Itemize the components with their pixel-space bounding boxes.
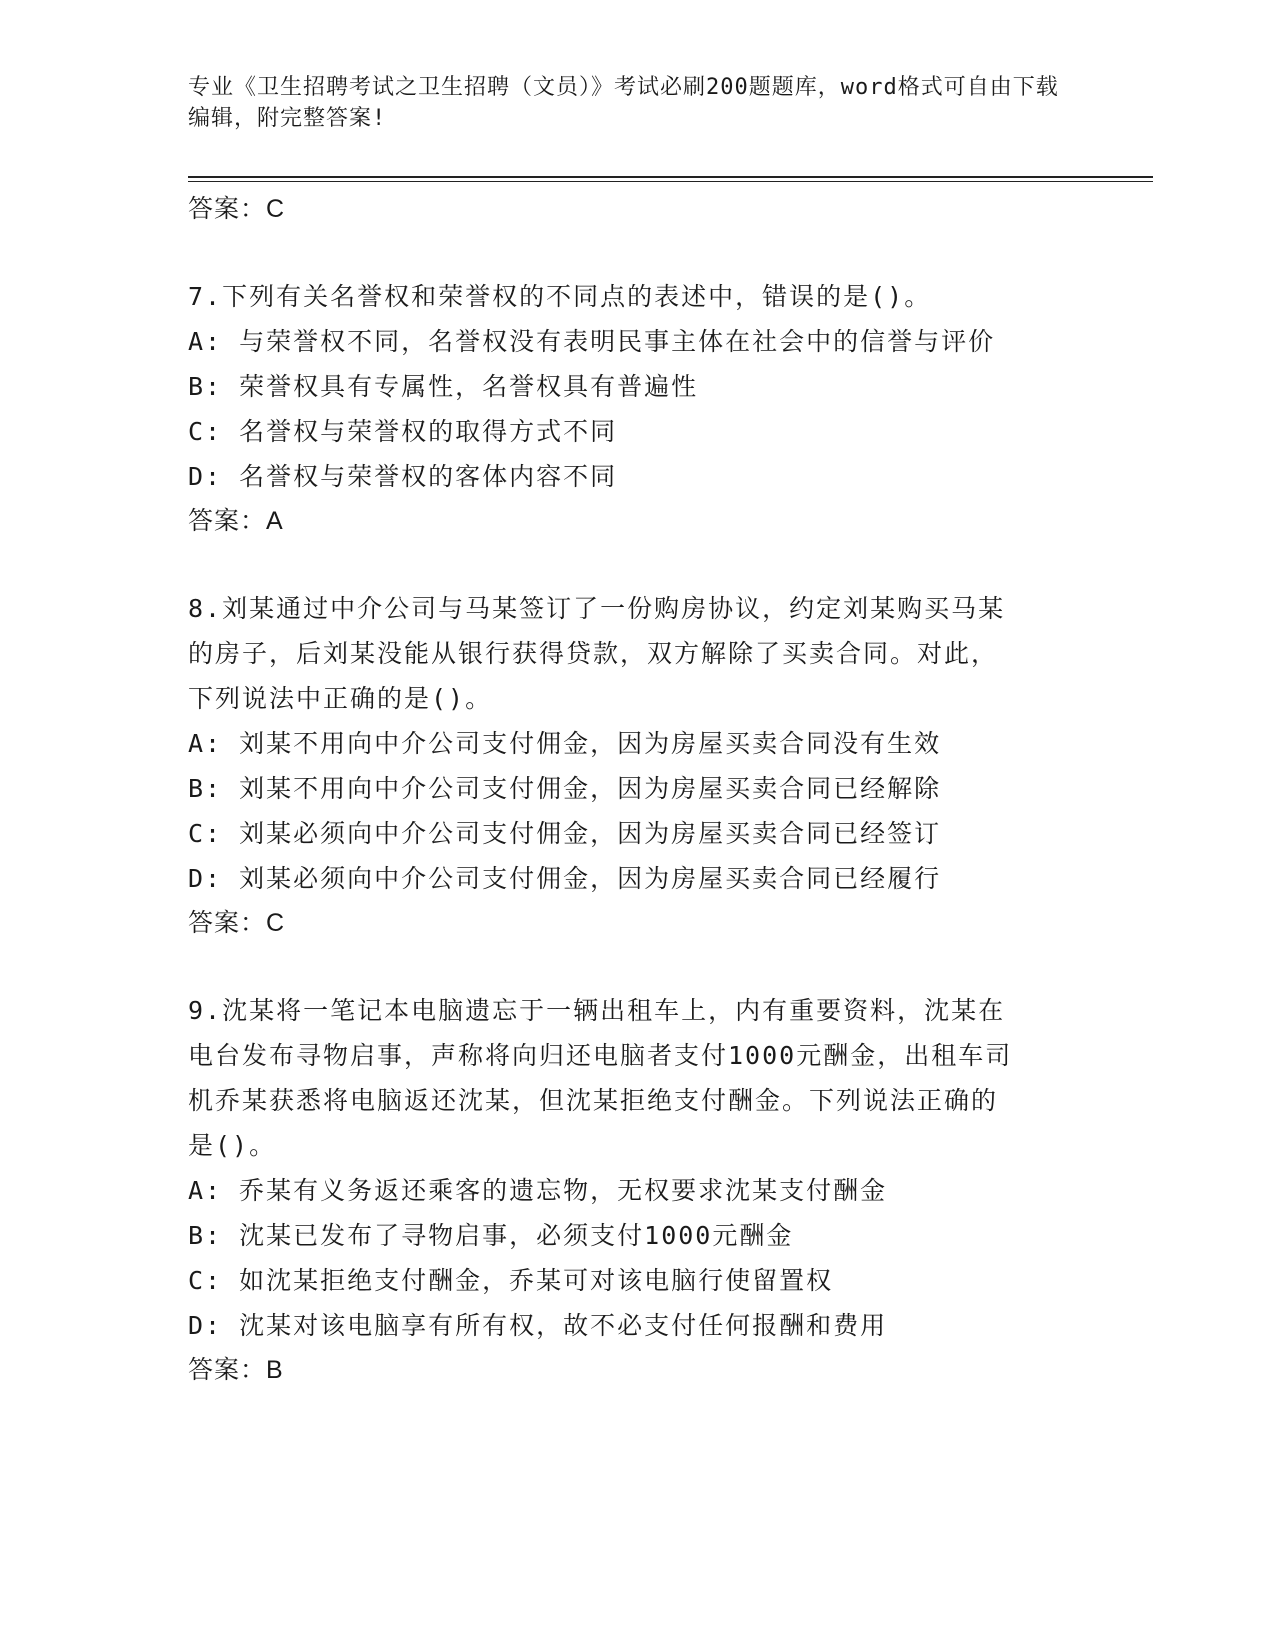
answer-line: 答案：B — [188, 1356, 284, 1384]
header-rule-thick — [188, 176, 1153, 178]
option-c: C: 刘某必须向中介公司支付佣金，因为房屋买卖合同已经签订 — [188, 819, 942, 848]
document-header: 专业《卫生招聘考试之卫生招聘（文员）》考试必刷200题题库，word格式可自由下载编辑，附完整答案! — [188, 75, 1059, 131]
option-c: C: 名誉权与荣誉权的取得方式不同 — [188, 417, 618, 446]
question-stem: 下列说法中正确的是()。 — [188, 684, 493, 713]
option-a: A: 与荣誉权不同，名誉权没有表明民事主体在社会中的信誉与评价 — [188, 327, 996, 356]
option-a: A: 乔某有义务返还乘客的遗忘物，无权要求沈某支付酬金 — [188, 1176, 888, 1205]
question-stem: 电台发布寻物启事，声称将向归还电脑者支付1000元酬金，出租车司 — [188, 1041, 1013, 1070]
question-block — [188, 274, 1078, 544]
answer-line: 答案：C — [188, 195, 286, 223]
option-d: D: 刘某必须向中介公司支付佣金，因为房屋买卖合同已经履行 — [188, 864, 942, 893]
question-block — [188, 586, 1078, 946]
question-stem: 9.沈某将一笔记本电脑遗忘于一辆出租车上，内有重要资料，沈某在 — [188, 996, 1006, 1025]
option-d: D: 名誉权与荣誉权的客体内容不同 — [188, 462, 618, 491]
document-body — [188, 187, 1078, 1393]
question-stem: 7.下列有关名誉权和荣誉权的不同点的表述中，错误的是()。 — [188, 282, 932, 311]
header-rule-thin — [188, 181, 1153, 182]
question-block — [188, 988, 1078, 1393]
question-stem: 机乔某获悉将电脑返还沈某，但沈某拒绝支付酬金。下列说法正确的 — [188, 1086, 999, 1115]
question-stem: 是()。 — [188, 1131, 277, 1160]
option-a: A: 刘某不用向中介公司支付佣金，因为房屋买卖合同没有生效 — [188, 729, 942, 758]
option-b: B: 沈某已发布了寻物启事，必须支付1000元酬金 — [188, 1221, 794, 1250]
option-c: C: 如沈某拒绝支付酬金，乔某可对该电脑行使留置权 — [188, 1266, 834, 1295]
option-d: D: 沈某对该电脑享有所有权，故不必支付任何报酬和费用 — [188, 1311, 888, 1340]
option-b: B: 刘某不用向中介公司支付佣金，因为房屋买卖合同已经解除 — [188, 774, 942, 803]
option-b: B: 荣誉权具有专属性，名誉权具有普遍性 — [188, 372, 699, 401]
answer-line: 答案：C — [188, 909, 286, 937]
answer-line: 答案：A — [188, 507, 284, 535]
question-stem: 的房子，后刘某没能从银行获得贷款，双方解除了买卖合同。对此， — [188, 639, 999, 668]
question-stem: 8.刘某通过中介公司与马某签订了一份购房协议，约定刘某购买马某 — [188, 594, 1006, 623]
